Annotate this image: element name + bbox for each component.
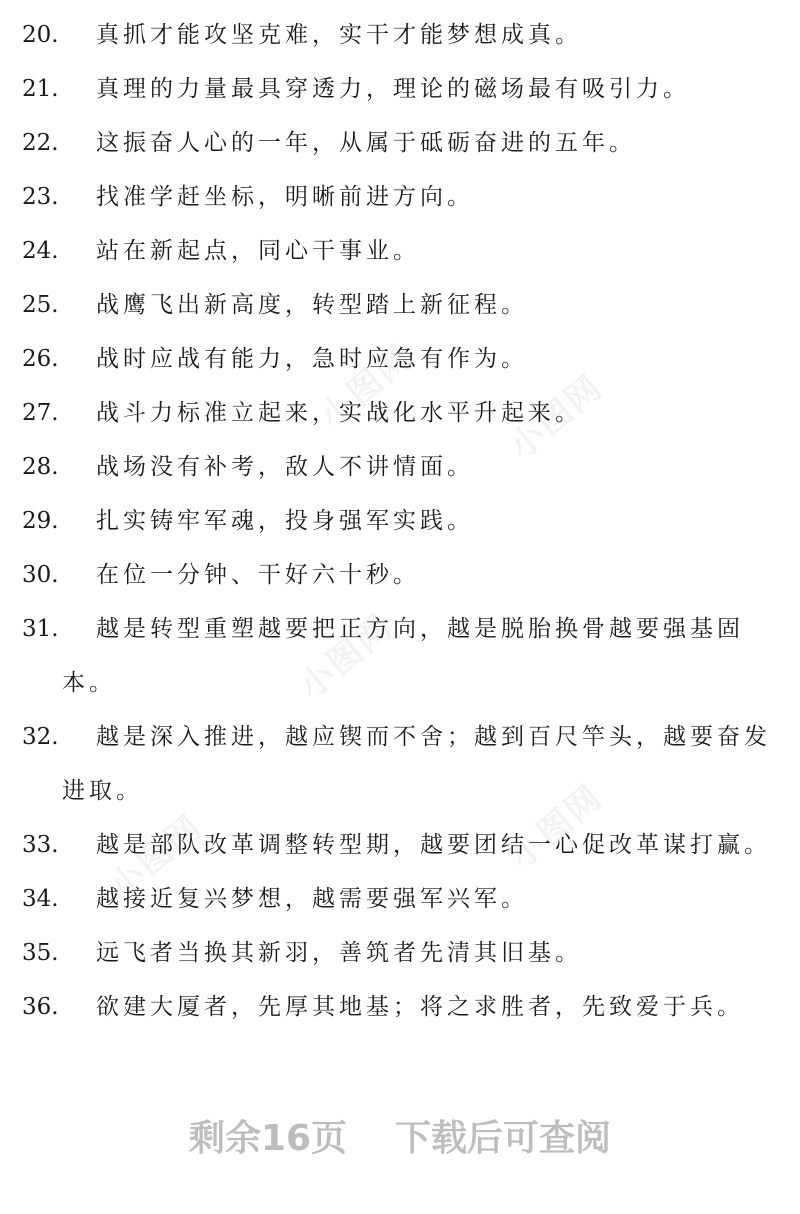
item-number: 20. [22,22,59,48]
item-text: 远飞者当换其新羽，善筑者先清其旧基。 [96,940,582,966]
item-text: 战斗力标准立起来，实战化水平升起来。 [96,400,582,426]
list-item [0,602,800,710]
item-number: 25. [22,292,59,318]
item-text: 越是转型重塑越要把正方向，越是脱胎换骨越要强基固本。 [62,616,744,696]
item-number: 23. [22,184,59,210]
item-text: 真抓才能攻坚克难，实干才能梦想成真。 [96,22,582,48]
list-item [0,710,800,818]
list-item [0,332,800,386]
item-text: 这振奋人心的一年，从属于砥砺奋进的五年。 [96,130,636,156]
item-number: 21. [22,76,59,102]
item-number: 28. [22,454,59,480]
item-number: 30. [22,562,59,588]
item-text: 越接近复兴梦想，越需要强军兴军。 [96,886,528,912]
item-number: 22. [22,130,59,156]
list-item [0,494,800,548]
item-text: 站在新起点，同心干事业。 [96,238,420,264]
list-item [0,980,800,1034]
item-text: 战时应战有能力，急时应急有作为。 [96,346,528,372]
list-item [0,170,800,224]
item-number: 36. [22,994,59,1020]
item-number: 31. [22,616,59,642]
item-number: 33. [22,832,59,858]
list-item [0,872,800,926]
list-item [0,8,800,62]
item-text: 越是深入推进，越应锲而不舍；越到百尺竿头，越要奋发进取。 [62,724,771,804]
watermark: 小图网 [292,607,401,708]
list-item [0,926,800,980]
watermark: 小图网 [312,337,421,438]
item-number: 29. [22,508,59,534]
watermark: 小图网 [502,777,611,878]
remaining-pages-label: 剩余16页 [188,1118,348,1159]
slogan-list [0,8,800,1034]
item-number: 27. [22,400,59,426]
watermark: 小图网 [102,807,211,908]
list-item [0,440,800,494]
item-text: 战鹰飞出新高度，转型踏上新征程。 [96,292,528,318]
item-number: 35. [22,940,59,966]
item-text: 在位一分钟、干好六十秒。 [96,562,420,588]
item-number: 34. [22,886,59,912]
list-item [0,278,800,332]
watermark: 小图网 [502,367,611,468]
item-text: 欲建大厦者，先厚其地基；将之求胜者，先致爱于兵。 [96,994,744,1020]
download-to-view-label: 下载后可查阅 [395,1118,612,1159]
item-text: 真理的力量最具穿透力，理论的磁场最有吸引力。 [96,76,690,102]
item-text: 找准学赶坐标，明晰前进方向。 [96,184,474,210]
list-item [0,386,800,440]
list-item [0,116,800,170]
list-item [0,548,800,602]
item-number: 32. [22,724,59,750]
download-prompt[interactable] [0,1110,800,1161]
item-text: 战场没有补考，敌人不讲情面。 [96,454,474,480]
list-item [0,818,800,872]
item-text: 越是部队改革调整转型期，越要团结一心促改革谋打赢。 [96,832,771,858]
item-text: 扎实铸牢军魂，投身强军实践。 [96,508,474,534]
list-item [0,62,800,116]
list-item [0,224,800,278]
item-number: 24. [22,238,59,264]
item-number: 26. [22,346,59,372]
